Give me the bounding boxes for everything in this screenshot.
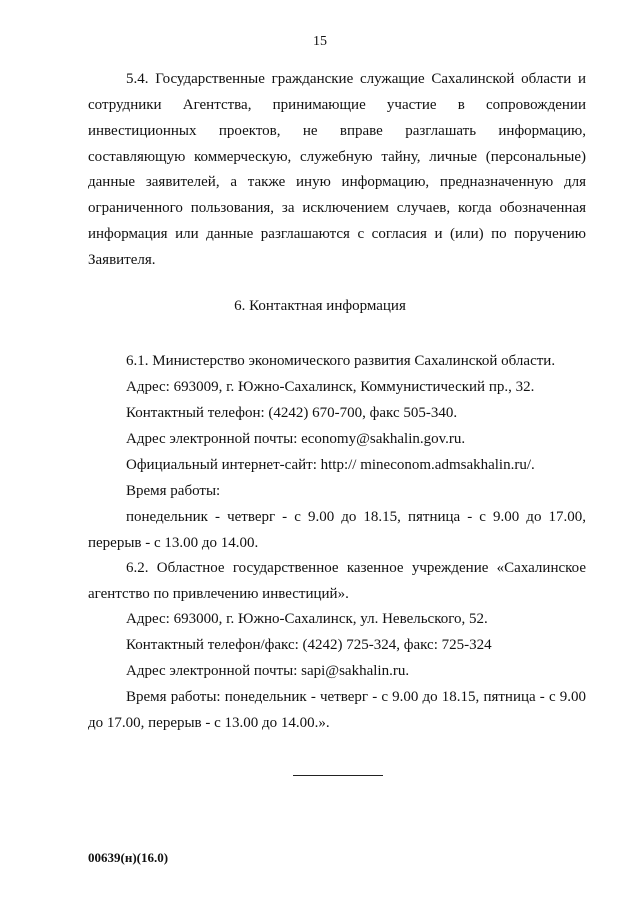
paragraph-line: Заявителя. — [88, 252, 156, 268]
agency-title-cont: агентство по привлечению инвестиций». — [88, 586, 349, 602]
paragraph-line: составляющую коммерческую, служебную тайну, личные (персональные) — [88, 149, 586, 165]
ministry-title: 6.1. Министерство экономического развития Сахалинской области. — [126, 353, 556, 369]
paragraph-line: ограниченного пользования, за исключением случаев, когда обозначенная — [88, 200, 586, 216]
agency-title: 6.2. Областное государственное казенное учреждение «Сахалинское — [126, 560, 586, 576]
closing-rule — [293, 775, 383, 776]
agency-email: Адрес электронной почты: sapi@sakhalin.ru. — [126, 663, 410, 679]
agency-address: Адрес: 693000, г. Южно-Сахалинск, ул. Невельского, 52. — [126, 611, 488, 627]
agency-hours: Время работы: понедельник - четверг - с 9.00 до 18.15, пятница - с 9.00 — [126, 689, 586, 705]
ministry-hours-label: Время работы: — [126, 483, 221, 499]
ministry-hours-break: перерыв - с 13.00 до 14.00. — [88, 535, 259, 551]
paragraph-line: сотрудники Агентства, принимающие участие в сопровождении — [88, 97, 586, 113]
ministry-email: Адрес электронной почты: economy@sakhalin.gov.ru. — [126, 431, 466, 447]
paragraph-line: данные заявителей, а также иную информацию, предназначенную для — [88, 174, 586, 190]
page-number: 15 — [313, 34, 327, 49]
agency-hours-cont: до 17.00, перерыв - с 13.00 до 14.00.». — [88, 715, 330, 731]
section-6-heading: 6. Контактная информация — [234, 298, 406, 314]
ministry-hours: понедельник - четверг - с 9.00 до 18.15, пятница - с 9.00 до 17.00, — [126, 509, 586, 525]
agency-phone: Контактный телефон/факс: (4242) 725-324, факс: 725-324 — [126, 637, 492, 653]
ministry-website: Официальный интернет-сайт: http:// mineconom.admsakhalin.ru/. — [126, 457, 535, 473]
ministry-phone: Контактный телефон: (4242) 670-700, факс 505-340. — [126, 405, 458, 421]
paragraph-line: инвестиционных проектов, не вправе разглашать информацию, — [88, 123, 586, 139]
ministry-address: Адрес: 693009, г. Южно-Сахалинск, Коммунистический пр., 32. — [126, 379, 535, 395]
paragraph-line: 5.4. Государственные гражданские служащие Сахалинской области и — [126, 71, 586, 87]
paragraph-line: информация или данные разглашаются с согласия и (или) по поручению — [88, 226, 586, 242]
document-code: 00639(н)(16.0) — [88, 850, 169, 865]
